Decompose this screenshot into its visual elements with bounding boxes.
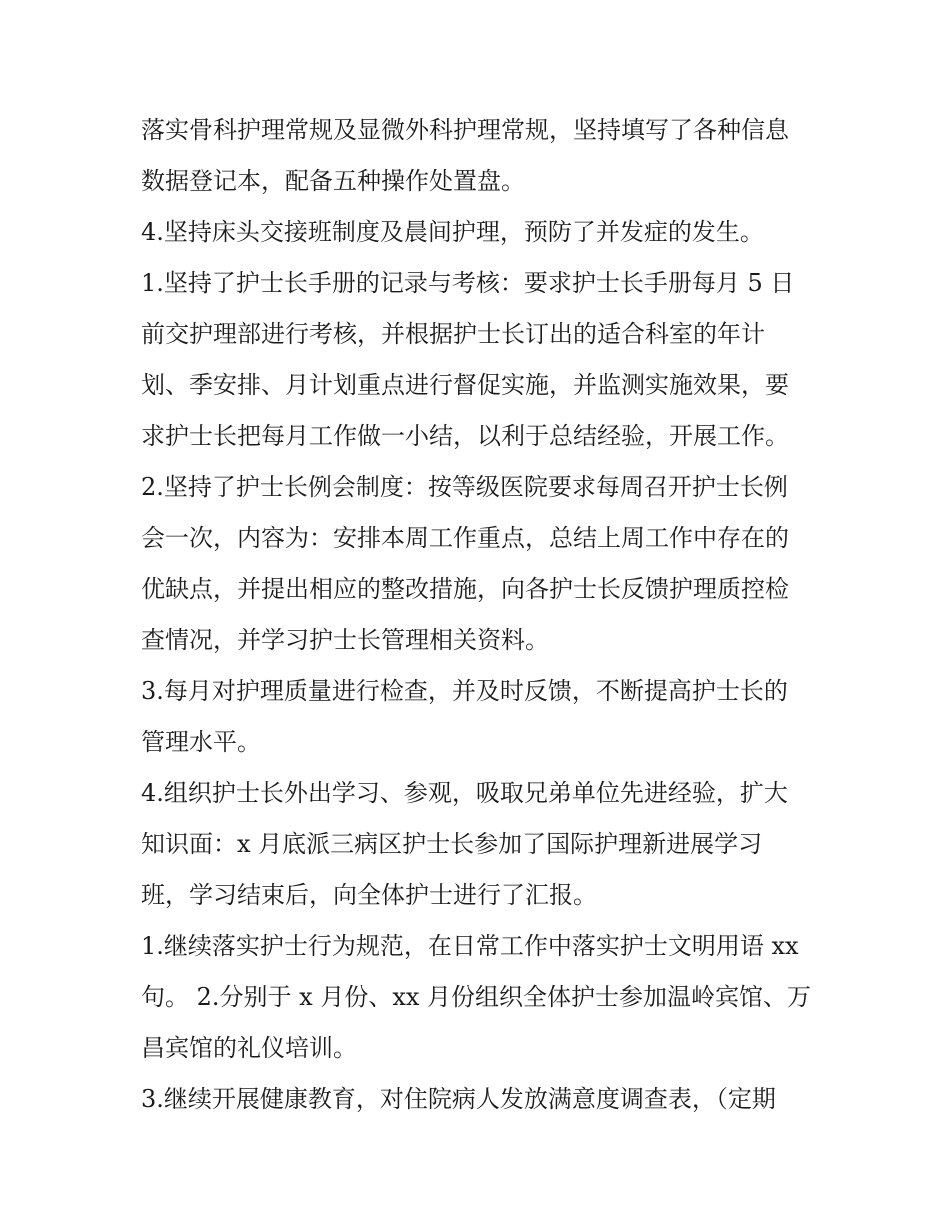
text-line: 查情况，并学习护士长管理相关资料。 [141,626,549,654]
text-line: 优缺点，并提出相应的整改措施，向各护士长反馈护理质控检 [141,575,789,603]
text-line: 1.继续落实护士行为规范，在日常工作中落实护士文明用语 xx [141,932,799,960]
text-line: 句。 2.分别于 x 月份、xx 月份组织全体护士参加温岭宾馆、万 [141,983,812,1011]
text-line: 班，学习结束后，向全体护士进行了汇报。 [141,881,597,909]
text-line: 前交护理部进行考核，并根据护士长订出的适合科室的年计 [141,320,765,348]
text-line: 4.坚持床头交接班制度及晨间护理，预防了并发症的发生。 [141,218,764,246]
text-line: 落实骨科护理常规及显微外科护理常规，坚持填写了各种信息 [141,116,789,144]
document-body [141,105,821,1125]
text-line: 求护士长把每月工作做一小结，以利于总结经验，开展工作。 [141,422,789,450]
text-line: 1.坚持了护士长手册的记录与考核：要求护士长手册每月 5 日 [141,269,795,297]
text-line: 知识面：x 月底派三病区护士长参加了国际护理新进展学习 [141,830,763,858]
text-line: 3.继续开展健康教育，对住院病人发放满意度调查表，（定期 [141,1085,776,1113]
text-line: 3.每月对护理质量进行检查，并及时反馈，不断提高护士长的 [141,677,788,705]
text-line: 管理水平。 [141,728,261,756]
text-line: 数据登记本，配备五种操作处置盘。 [141,167,525,195]
text-line: 会一次，内容为：安排本周工作重点，总结上周工作中存在的 [141,524,789,552]
text-line: 2.坚持了护士长例会制度：按等级医院要求每周召开护士长例 [141,473,788,501]
text-line: 昌宾馆的礼仪培训。 [141,1034,357,1062]
text-line: 划、季安排、月计划重点进行督促实施，并监测实施效果，要 [141,371,789,399]
text-line: 4.组织护士长外出学习、参观，吸取兄弟单位先进经验，扩大 [141,779,788,807]
